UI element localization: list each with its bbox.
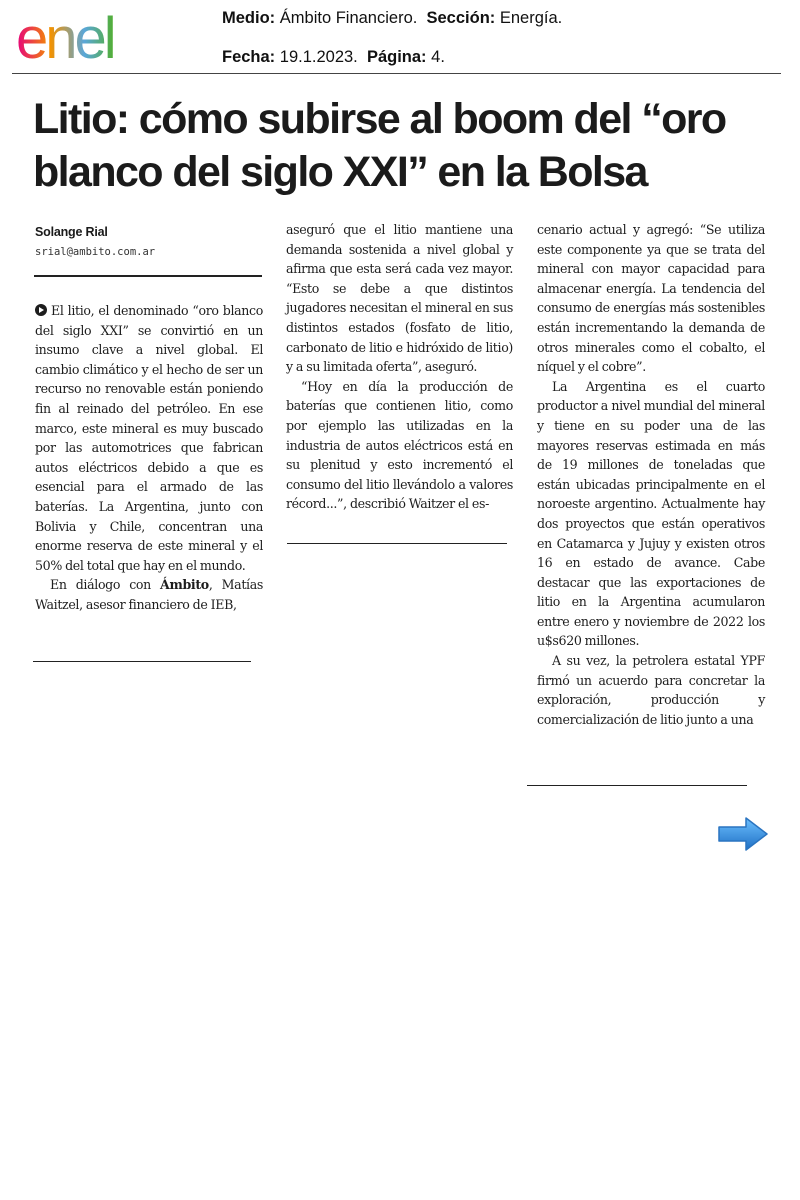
publication-name: Ámbito	[160, 577, 209, 593]
pagina-value: 4.	[431, 48, 445, 66]
column-end-rule	[33, 661, 251, 662]
pagina-label: Página:	[366, 48, 427, 66]
meta-fecha-pagina	[222, 48, 445, 67]
article-column-2	[286, 220, 513, 514]
meta-medio-seccion	[222, 9, 562, 28]
medio-label: Medio:	[222, 9, 276, 27]
medio-value: Ámbito Financiero.	[279, 9, 418, 27]
play-marker-icon	[35, 304, 47, 316]
fecha-label: Fecha:	[222, 48, 276, 66]
paragraph: aseguró que el litio mantiene una demanda sostenida a nivel global y afirma que esta será cada vez mayor. “Esto se debe a que distintos jugadores necesitan el mineral en sus distintos estados (fosfato de litio, carbonato de litio e hidróxido de litio) y a su limitada oferta”, aseguró.	[286, 222, 513, 375]
enel-logo	[14, 12, 174, 68]
fecha-value: 19.1.2023.	[279, 48, 358, 66]
author-email: srial@ambito.com.ar	[35, 246, 156, 258]
paragraph: cenario actual y agregó: “Se utiliza este componente ya que se trata del mineral con mayor capacidad para almacenar energía. La tendencia del consumo de energías más sostenibles están incrementando la demanda de otros minerales como el cobalto, el níquel y el cobre”.	[537, 222, 765, 375]
next-page-arrow-icon[interactable]	[716, 815, 770, 853]
column-end-rule	[527, 785, 747, 786]
paragraph: La Argentina es el cuarto productor a nivel mundial del mineral y tiene en su poder una de las mayores reservas estimada en más de 19 millones de toneladas que están ubicadas principalmente en el noroeste argentino. Actualmente hay dos proyectos que están operativos en Catamarca y Jujuy y existen otros 16 en estado de avance. Cabe destacar que las exportaciones de litio en la Argentina acumularon entre enero y noviembre de 2022 los u$s620 millones.	[537, 378, 765, 649]
article-column-3	[537, 220, 765, 729]
paragraph-text: En diálogo con	[50, 577, 161, 593]
paragraph	[35, 575, 263, 614]
paragraph: “Hoy en día la producción de baterías que contienen litio, como por ejemplo las utilizadas en la industria de autos eléctricos está en su plenitud y esto incrementó el consumo del litio llevándolo a valores récord...”, describió Waitzer el es-	[286, 378, 513, 512]
paragraph: A su vez, la petrolera estatal YPF firmó un acuerdo para concretar la exploración, producción y comercialización de litio junto a una	[537, 653, 765, 727]
seccion-value: Energía.	[499, 9, 563, 27]
header-divider	[12, 73, 781, 74]
author-name: Solange Rial	[35, 225, 108, 239]
paragraph-text: , Matías Waitzel, asesor financiero de IEB,	[35, 577, 263, 612]
article-column-1	[35, 301, 263, 615]
article-headline: Litio: cómo subirse al boom del “oro blanco del siglo XXI” en la Bolsa	[33, 95, 726, 196]
paragraph	[35, 301, 263, 575]
svg-text:enel: enel	[16, 12, 114, 68]
column-end-rule	[287, 543, 507, 544]
paragraph-text: El litio, el denominado “oro blanco del siglo XXI” se convirtió en un insumo clave a nivel global. El cambio climático y el hecho de ser un recurso no renovable están poniendo fin al reinado del petróleo. En ese marco, este mineral es muy buscado por las automotrices que fabrican autos eléctricos debido a que es esencial para el armado de las baterías. La Argentina, junto con Bolivia y Chile, concentran una enorme reserva de este mineral y el 50% del total que hay en el mundo.	[35, 303, 263, 573]
seccion-label: Sección:	[426, 9, 496, 27]
byline-divider	[34, 275, 262, 277]
